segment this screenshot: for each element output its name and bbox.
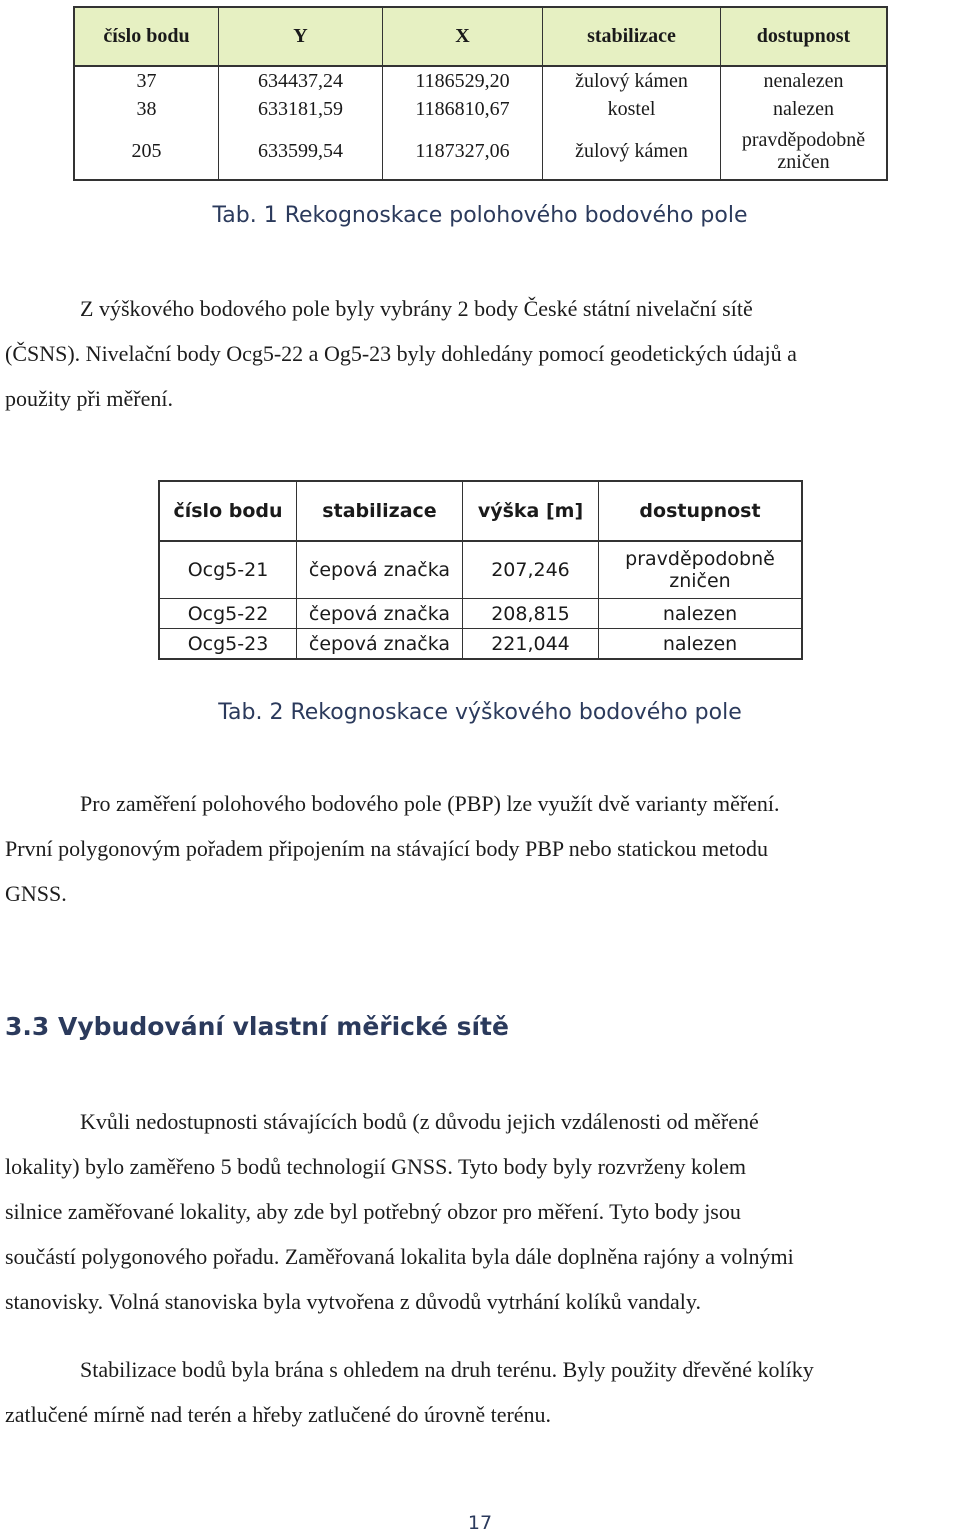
cell: 37: [74, 66, 219, 95]
cell: 633181,59: [219, 95, 383, 123]
paragraph-measurement-variants: [5, 781, 957, 916]
text-line: stanovisky. Volná stanoviska byla vytvořena z důvodů vytrhání kolíků vandaly.: [5, 1289, 701, 1314]
col-header: dostupnost: [599, 481, 803, 541]
cell: nalezen: [599, 629, 803, 660]
cell: nalezen: [721, 95, 888, 123]
table-row: [74, 95, 887, 123]
text-line: zatlučené mírně nad terén a hřeby zatlučené do úrovně terénu.: [5, 1402, 552, 1427]
table-header-row: [159, 481, 802, 541]
table1-caption: Tab. 1 Rekognoskace polohového bodového pole: [212, 203, 748, 228]
cell-line: zničen: [669, 570, 731, 592]
cell: [721, 123, 888, 180]
cell: Ocg5-21: [159, 541, 297, 599]
col-header: Y: [219, 7, 383, 66]
text-line: První polygonovým pořadem připojením na stávající body PBP nebo statickou metodu: [5, 836, 768, 861]
text-line: součástí polygonového pořadu. Zaměřovaná lokalita byla dále doplněna rajóny a volnými: [5, 1244, 794, 1269]
text-line: Kvůli nedostupnosti stávajících bodů (z důvodu jejich vzdálenosti od měřené: [80, 1109, 759, 1134]
cell: kostel: [543, 95, 721, 123]
text-line: Z výškového bodového pole byly vybrány 2 body České státní nivelační sítě: [80, 296, 753, 321]
cell: čepová značka: [297, 541, 463, 599]
cell: 207,246: [463, 541, 599, 599]
cell: 634437,24: [219, 66, 383, 95]
paragraph-network-build: [5, 1099, 957, 1324]
cell: Ocg5-22: [159, 599, 297, 629]
text-line: silnice zaměřované lokality, aby zde byl potřebný obzor pro měření. Tyto body jsou: [5, 1199, 741, 1224]
cell: 38: [74, 95, 219, 123]
table-row: [74, 66, 887, 95]
text-line: Stabilizace bodů byla brána s ohledem na druh terénu. Byly použity dřevěné kolíky: [80, 1357, 814, 1382]
cell-line: pravděpodobně: [741, 129, 866, 151]
cell: 208,815: [463, 599, 599, 629]
cell: čepová značka: [297, 629, 463, 660]
col-header: číslo bodu: [74, 7, 219, 66]
cell-line: zničen: [777, 151, 830, 173]
cell: 633599,54: [219, 123, 383, 180]
text-line: Pro zaměření polohového bodového pole (PBP) lze využít dvě varianty měření.: [80, 791, 780, 816]
text-line: GNSS.: [5, 881, 67, 906]
paragraph-leveling: [5, 286, 957, 421]
text-line: lokality) bylo zaměřeno 5 bodů technologií GNSS. Tyto body byly rozvrženy kolem: [5, 1154, 747, 1179]
cell: 205: [74, 123, 219, 180]
cell: nalezen: [599, 599, 803, 629]
cell-line: pravděpodobně: [625, 548, 775, 570]
col-header: stabilizace: [543, 7, 721, 66]
cell: Ocg5-23: [159, 629, 297, 660]
cell: [599, 541, 803, 599]
table-point-field-height: [158, 480, 803, 660]
table-header-row: [74, 7, 887, 66]
cell: čepová značka: [297, 599, 463, 629]
table-row: [74, 123, 887, 180]
table-row: [159, 599, 802, 629]
page-number: 17: [467, 1512, 493, 1534]
cell: žulový kámen: [543, 123, 721, 180]
cell: 1186529,20: [383, 66, 543, 95]
table2-caption: Tab. 2 Rekognoskace výškového bodového pole: [218, 700, 742, 725]
table-point-field-positional: [73, 6, 888, 181]
section-heading: 3.3 Vybudování vlastní měřické sítě: [5, 1012, 509, 1041]
col-header: stabilizace: [297, 481, 463, 541]
col-header: X: [383, 7, 543, 66]
cell: 1186810,67: [383, 95, 543, 123]
text-line: použity při měření.: [5, 386, 174, 411]
cell: 1187327,06: [383, 123, 543, 180]
col-header: dostupnost: [721, 7, 888, 66]
text-line: (ČSNS). Nivelační body Ocg5-22 a Og5-23 byly dohledány pomocí geodetických údajů a: [5, 341, 797, 366]
col-header: výška [m]: [463, 481, 599, 541]
table-row: [159, 541, 802, 599]
col-header: číslo bodu: [159, 481, 297, 541]
paragraph-stabilization: [5, 1347, 957, 1437]
cell: 221,044: [463, 629, 599, 660]
cell: žulový kámen: [543, 66, 721, 95]
table-row: [159, 629, 802, 660]
cell: nenalezen: [721, 66, 888, 95]
